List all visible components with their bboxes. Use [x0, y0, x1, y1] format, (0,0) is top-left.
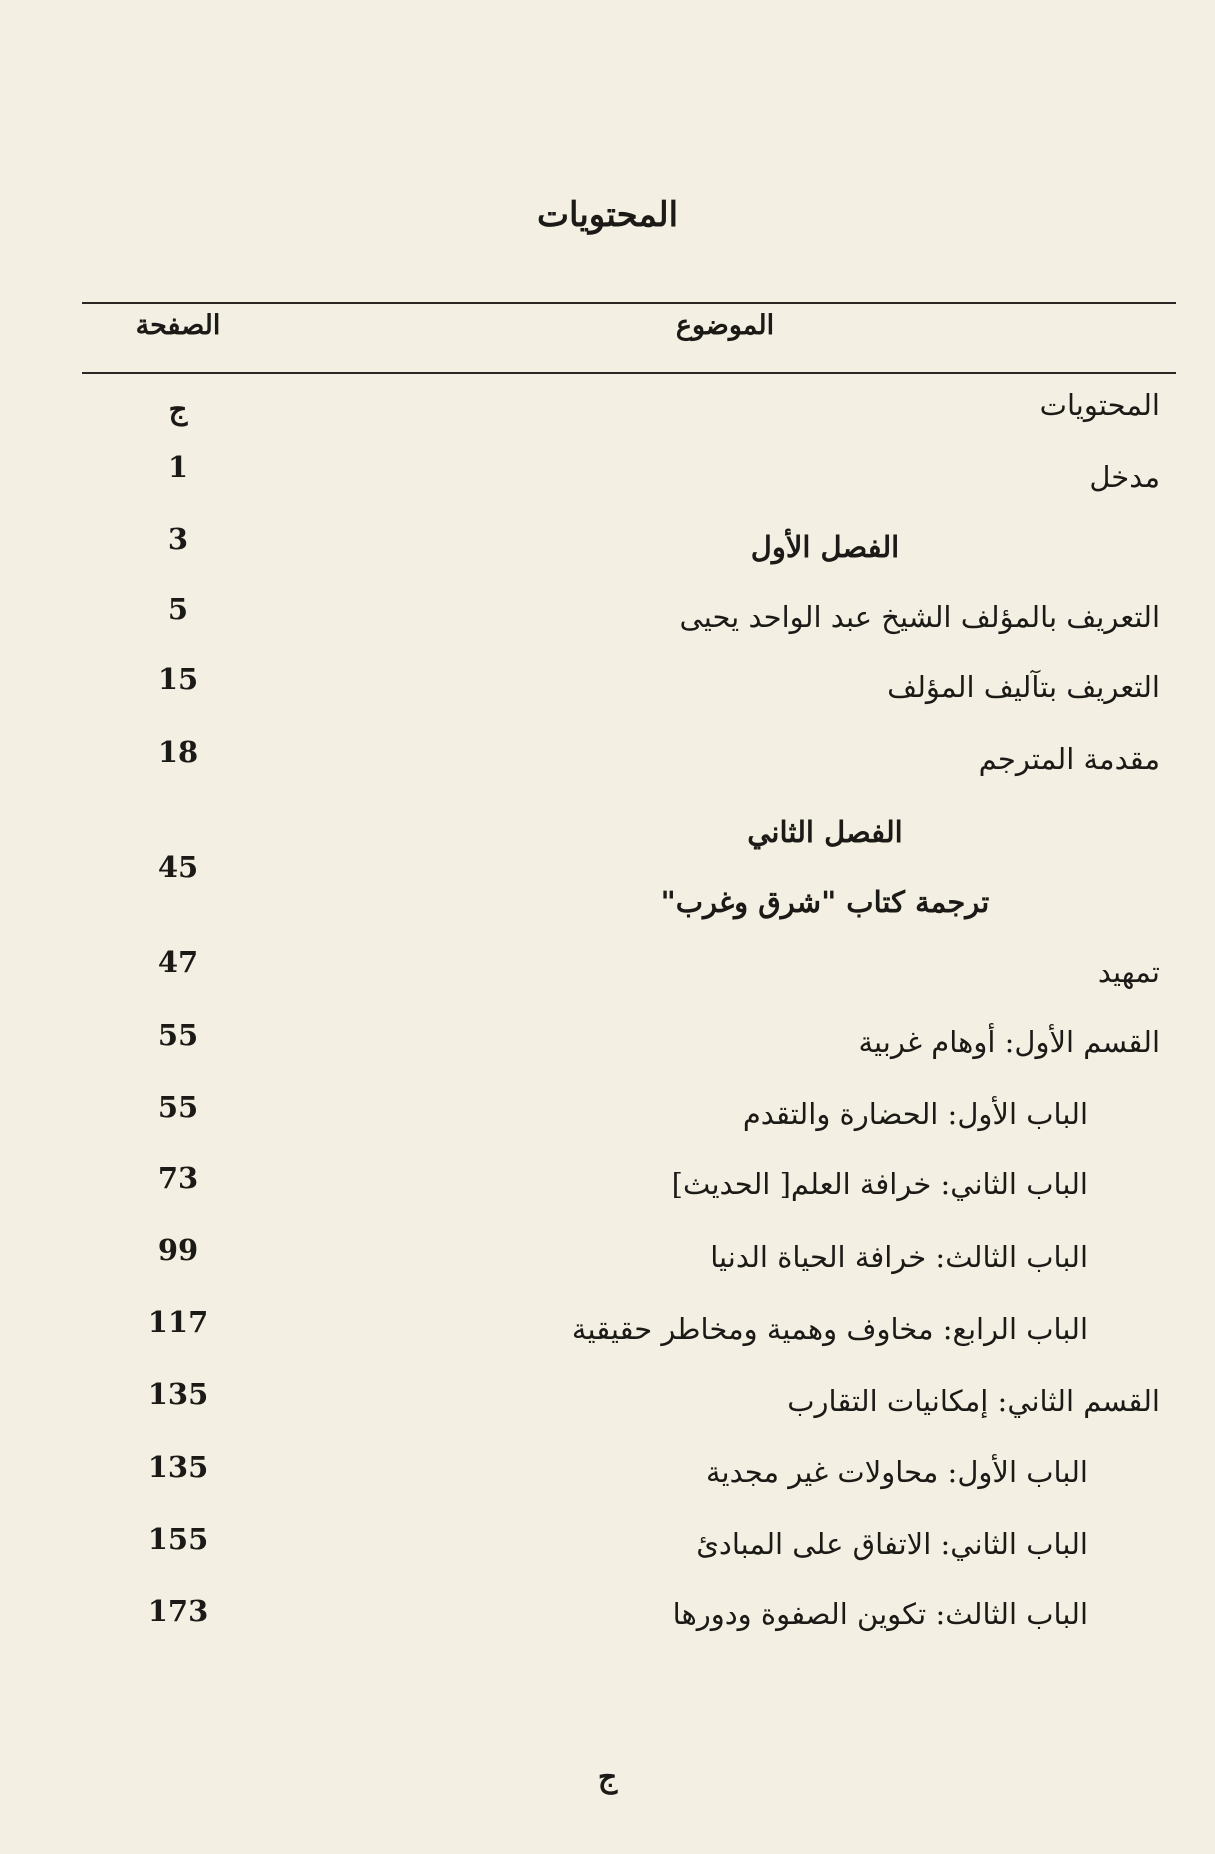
toc-page-number: 155 — [147, 1522, 209, 1556]
toc-subentry — [100, 1455, 1160, 1503]
toc-entry-label: الباب الثالث: تكوين الصفوة ودورها — [672, 1597, 1088, 1631]
toc-entry — [100, 388, 1160, 436]
toc-entry — [100, 670, 1160, 718]
toc-section — [100, 1384, 1160, 1432]
toc-entry-label: الباب الثاني: خرافة العلم[ الحديث] — [671, 1167, 1088, 1201]
toc-section — [100, 1025, 1160, 1073]
toc-entry — [100, 742, 1160, 790]
toc-subentry — [100, 1527, 1160, 1575]
toc-page-number: 47 — [157, 945, 199, 979]
toc-entry — [100, 600, 1160, 648]
page-title: المحتويات — [536, 195, 679, 235]
toc-chapter-heading — [100, 530, 1160, 578]
toc-entry-label: التعريف بالمؤلف الشيخ عبد الواحد يحيى — [679, 600, 1160, 634]
toc-entry — [100, 955, 1160, 1003]
toc-page-number: 73 — [157, 1161, 199, 1195]
toc-page-number: ج — [168, 392, 188, 426]
toc-entry-label: تمهيد — [1097, 955, 1160, 989]
column-header-topic: الموضوع — [675, 310, 775, 341]
toc-subentry — [100, 1240, 1160, 1288]
toc-entry-label: القسم الثاني: إمكانيات التقارب — [787, 1384, 1160, 1418]
toc-entry-label: الباب الثاني: الاتفاق على المبادئ — [696, 1527, 1088, 1561]
toc-page-number: 5 — [167, 592, 189, 626]
toc-entry-label: مقدمة المترجم — [978, 742, 1160, 776]
toc-page-number: 1 — [167, 450, 189, 484]
toc-page-number: 117 — [147, 1305, 209, 1339]
toc-entry — [100, 885, 1160, 933]
toc-page-number: 173 — [147, 1594, 209, 1628]
toc-entry-label: الفصل الأول — [750, 530, 900, 564]
toc-page-number: 99 — [157, 1233, 199, 1267]
toc-subentry — [100, 1597, 1160, 1645]
toc-entry-label: القسم الأول: أوهام غربية — [858, 1025, 1160, 1059]
page-footer-number: ج — [597, 1760, 618, 1795]
toc-entry-label: ترجمة كتاب "شرق وغرب" — [660, 885, 990, 919]
toc-entry-label: المحتويات — [1039, 388, 1160, 422]
toc-page-number: 15 — [157, 662, 199, 696]
toc-entry-label: الباب الأول: محاولات غير مجدية — [705, 1455, 1088, 1489]
toc-page-number: 45 — [157, 850, 199, 884]
toc-page-number: 3 — [167, 522, 189, 556]
toc-entry-label: التعريف بتآليف المؤلف — [887, 670, 1160, 704]
toc-page-number: 18 — [157, 735, 199, 769]
toc-chapter-heading — [100, 815, 1160, 863]
toc-entry-label: الباب الثالث: خرافة الحياة الدنيا — [710, 1240, 1088, 1274]
toc-subentry — [100, 1312, 1160, 1360]
toc-entry — [100, 460, 1160, 508]
toc-entry-label: مدخل — [1089, 460, 1160, 494]
toc-page-number: 55 — [157, 1018, 199, 1052]
toc-subentry — [100, 1097, 1160, 1145]
column-header-page: الصفحة — [135, 310, 221, 341]
toc-page-number: 135 — [147, 1377, 209, 1411]
toc-entry-label: الباب الأول: الحضارة والتقدم — [742, 1097, 1088, 1131]
toc-page-number: 135 — [147, 1450, 209, 1484]
toc-entry-label: الفصل الثاني — [747, 815, 903, 849]
toc-subentry — [100, 1167, 1160, 1215]
toc-page-number: 55 — [157, 1090, 199, 1124]
toc-entry-label: الباب الرابع: مخاوف وهمية ومخاطر حقيقية — [571, 1312, 1088, 1346]
